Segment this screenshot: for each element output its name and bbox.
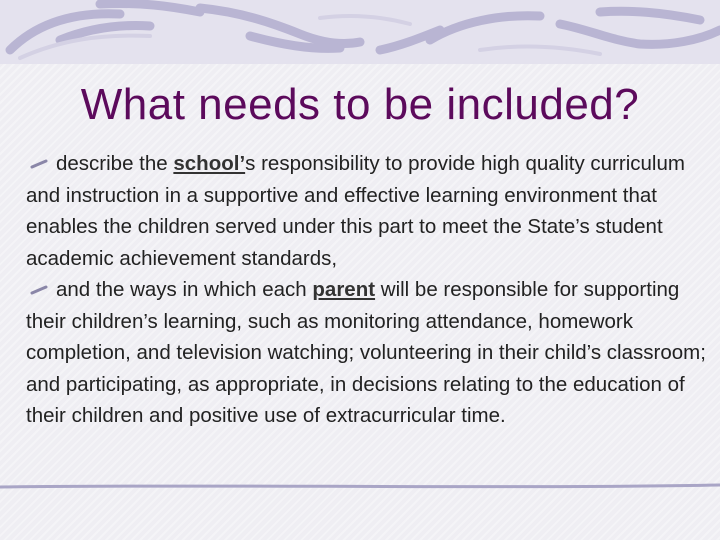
bullet-text-post: will be responsible for supporting their children’s learning, such as monitoring attendance, homework completion, and television watching; volunteering in their child’s classroom; and participating, as appropriate, in decisions relating to the education of their children and positive use of extracurricular time. [26,278,706,427]
bullet-dash-icon [30,159,48,169]
slide-title: What needs to be included? [80,80,640,129]
bullet-text-pre: describe the [56,152,174,175]
bullet-item-parent [26,274,706,432]
emphasis-school: school’ [173,152,246,175]
decorative-bottom-stroke [0,482,720,490]
bullet-dash-icon [30,285,48,295]
bullet-item-school [26,148,706,274]
emphasis-parent: parent [312,278,376,301]
bullet-text-post: s responsibility to provide high quality curriculum and instruction in a supportive and effective learning environment that enables the children served under this part to meet the State’s student academic achievement standards, [26,152,685,270]
bullet-text-pre: and the ways in which each [56,278,313,301]
decorative-swirl-band [0,0,720,64]
slide-body [26,148,706,432]
